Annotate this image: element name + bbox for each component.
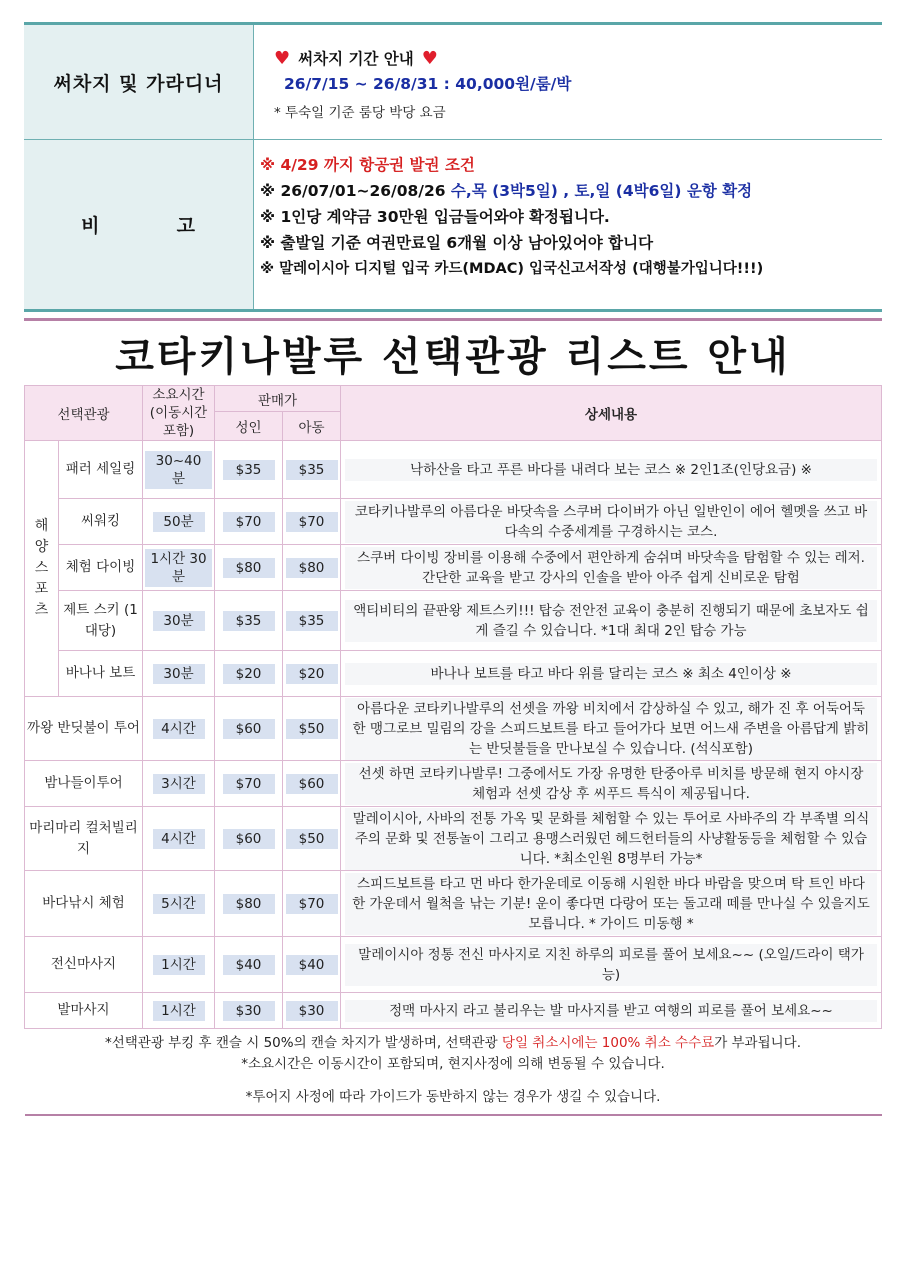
tour-adult-price xyxy=(215,937,283,993)
page-title: 코타키나발루 선택관광 리스트 안내 xyxy=(115,333,791,380)
tour-adult-price xyxy=(215,591,283,651)
duration-value: 30분 xyxy=(153,611,205,631)
tour-name: 발마사지 xyxy=(25,993,143,1029)
tour-name: 전신마사지 xyxy=(25,937,143,993)
child-price-value: $70 xyxy=(286,512,338,532)
tour-detail xyxy=(341,441,882,499)
header-tour: 선택관광 xyxy=(25,386,143,441)
table-row xyxy=(25,499,882,545)
tour-adult-price xyxy=(215,761,283,807)
tour-duration xyxy=(143,697,215,761)
detail-text: 스피드보트를 타고 먼 바다 한가운데로 이동해 시원한 바다 바람을 맞으며 탁 트인 바다 한 가운데서 월척을 낚는 기분! 운이 좋다면 다랑어 또는 돌고래 떼를 만나실 수 있을지도 모릅니다. * 가이드 미동행 * xyxy=(345,873,877,935)
child-price-value: $70 xyxy=(286,894,338,914)
table-row xyxy=(25,807,882,871)
detail-text: 낙하산을 타고 푸른 바다를 내려다 보는 코스 ※ 2인1조(인당요금) ※ xyxy=(345,459,877,481)
surcharge-title xyxy=(260,47,870,69)
child-price-value: $35 xyxy=(286,611,338,631)
header-detail: 상세내용 xyxy=(341,386,882,441)
tour-child-price xyxy=(283,761,341,807)
surcharge-content xyxy=(254,25,882,139)
tour-name: 밤나들이투어 xyxy=(25,761,143,807)
header-adult: 성인 xyxy=(215,412,283,441)
duration-value: 4시간 xyxy=(153,829,205,849)
child-price-value: $50 xyxy=(286,719,338,739)
category-label: 해양스포츠 xyxy=(34,518,49,618)
child-price-value: $60 xyxy=(286,774,338,794)
adult-price-value: $70 xyxy=(223,774,275,794)
tour-detail xyxy=(341,545,882,591)
remarks-label: 비 고 xyxy=(24,140,254,309)
remark-text: 1인당 계약금 30만원 입금들어와야 확정됩니다. xyxy=(280,208,610,226)
tour-name: 까왕 반딧불이 투어 xyxy=(25,697,143,761)
detail-text: 말레이시아 정통 전신 마사지로 지친 하루의 피로를 풀어 보세요~~ (오일/드라이 택가능) xyxy=(345,944,877,986)
tour-name: 바나나 보트 xyxy=(59,651,143,697)
tour-name: 마리마리 컬처빌리지 xyxy=(25,807,143,871)
tour-child-price xyxy=(283,807,341,871)
tour-child-price xyxy=(283,937,341,993)
surcharge-note: * 투숙일 기준 룸당 박당 요금 xyxy=(274,105,446,121)
remarks-content xyxy=(254,140,882,309)
tour-child-price xyxy=(283,697,341,761)
child-price-value: $20 xyxy=(286,664,338,684)
table-row xyxy=(25,651,882,697)
title-bar xyxy=(24,318,882,386)
tour-table xyxy=(24,385,882,1116)
adult-price-value: $40 xyxy=(223,955,275,975)
duration-value: 3시간 xyxy=(153,774,205,794)
info-table xyxy=(24,22,882,312)
tour-detail xyxy=(341,761,882,807)
table-row xyxy=(25,871,882,937)
duration-value: 1시간 xyxy=(153,1001,205,1021)
adult-price-value: $60 xyxy=(223,719,275,739)
tour-name: 패러 세일링 xyxy=(59,441,143,499)
duration-value: 30~40분 xyxy=(145,451,212,489)
tour-detail xyxy=(341,499,882,545)
tour-child-price xyxy=(283,993,341,1029)
tour-adult-price xyxy=(215,441,283,499)
tour-duration xyxy=(143,545,215,591)
tour-adult-price xyxy=(215,697,283,761)
tour-adult-price xyxy=(215,871,283,937)
tour-detail xyxy=(341,807,882,871)
remarks-row xyxy=(24,139,882,309)
remark-mark: ※ xyxy=(260,182,281,200)
duration-value: 4시간 xyxy=(153,719,205,739)
tour-detail xyxy=(341,993,882,1029)
footnotes-cell xyxy=(25,1029,882,1116)
child-price-value: $30 xyxy=(286,1001,338,1021)
surcharge-title-text: 써차지 기간 안내 xyxy=(298,50,414,68)
footnote-text: 가 부과됩니다. xyxy=(714,1035,802,1051)
footnote-text: *선택관광 부킹 후 캔슬 시 50%의 캔슬 차지가 발생하며, 선택관광 xyxy=(104,1035,502,1051)
heart-icon: ♥ xyxy=(274,47,291,69)
detail-text: 정맥 마사지 라고 불리우는 발 마사지를 받고 여행의 피로를 풀어 보세요~~ xyxy=(345,1000,877,1022)
duration-value: 5시간 xyxy=(153,894,205,914)
header-duration: 소요시간 (이동시간포함) xyxy=(143,386,215,441)
tour-child-price xyxy=(283,499,341,545)
adult-price-value: $80 xyxy=(223,558,275,578)
duration-value: 1시간 xyxy=(153,955,205,975)
remark-line xyxy=(260,230,870,256)
remark-text: 4/29 까지 항공권 발권 조건 xyxy=(280,156,475,174)
detail-text: 아름다운 코타키나발루의 선셋을 까왕 비치에서 감상하실 수 있고, 해가 진 후 어둑어둑한 맹그로브 밀림의 강을 스피드보트를 타고 들어가다 보면 어느새 주변을 아름답게 밝히는 반딧불들을 만나보실 수 있습니다. (석식포함) xyxy=(345,698,877,760)
adult-price-value: $35 xyxy=(223,460,275,480)
surcharge-label: 써차지 및 가라디너 xyxy=(24,25,254,139)
child-price-value: $40 xyxy=(286,955,338,975)
tour-detail xyxy=(341,651,882,697)
remark-mark: ※ xyxy=(260,234,281,252)
tour-detail xyxy=(341,697,882,761)
duration-value: 30분 xyxy=(153,664,205,684)
remark-text: 말레이시아 디지털 입국 카드(MDAC) 입국신고서작성 (대행불가입니다!!!) xyxy=(279,261,764,277)
detail-text: 액티비티의 끝판왕 제트스키!!! 탑승 전안전 교육이 충분히 진행되기 때문에 초보자도 쉽게 즐길 수 있습니다. *1대 최대 2인 탑승 가능 xyxy=(345,600,877,642)
tour-duration xyxy=(143,937,215,993)
detail-text: 스쿠버 다이빙 장비를 이용해 수중에서 편안하게 숨쉬며 바닷속을 탐험할 수 있는 레저. 간단한 교육을 받고 강사의 인솔을 받아 아주 쉽게 신비로운 탐험 xyxy=(345,547,877,589)
adult-price-value: $80 xyxy=(223,894,275,914)
table-row xyxy=(25,937,882,993)
tour-duration xyxy=(143,993,215,1029)
tour-name: 제트 스키 (1대당) xyxy=(59,591,143,651)
tour-duration xyxy=(143,807,215,871)
adult-price-value: $70 xyxy=(223,512,275,532)
child-price-value: $35 xyxy=(286,460,338,480)
adult-price-value: $30 xyxy=(223,1001,275,1021)
table-row xyxy=(25,761,882,807)
tour-name: 바다낚시 체험 xyxy=(25,871,143,937)
footnotes xyxy=(25,1029,882,1116)
adult-price-value: $60 xyxy=(223,829,275,849)
tour-child-price xyxy=(283,871,341,937)
remark-line xyxy=(260,204,870,230)
duration-value: 50분 xyxy=(153,512,205,532)
adult-price-value: $20 xyxy=(223,664,275,684)
remark-mark: ※ xyxy=(260,156,281,174)
duration-value: 1시간 30분 xyxy=(145,549,212,587)
table-row xyxy=(25,697,882,761)
surcharge-price: 26/7/15 ~ 26/8/31 : 40,000원/룸/박 xyxy=(284,75,572,93)
tour-name: 씨워킹 xyxy=(59,499,143,545)
adult-price-value: $35 xyxy=(223,611,275,631)
table-row xyxy=(25,993,882,1029)
detail-text: 선셋 하면 코타키나발루! 그중에서도 가장 유명한 탄중아루 비치를 방문해 현지 야시장 체험과 선셋 감상 후 씨푸드 특식이 제공됩니다. xyxy=(345,763,877,805)
tour-duration xyxy=(143,761,215,807)
tour-child-price xyxy=(283,545,341,591)
detail-text: 말레이시아, 사바의 전통 가옥 및 문화를 체험할 수 있는 투어로 사바주의 각 부족별 의식주의 문화 및 전통놀이 그리고 용맹스러웠던 헤드헌터들의 사냥활동등을 체험할 수 있습니다. *최소인원 8명부터 가능* xyxy=(345,808,877,870)
table-row xyxy=(25,545,882,591)
category-water-sports xyxy=(25,441,59,697)
tour-child-price xyxy=(283,651,341,697)
tour-adult-price xyxy=(215,651,283,697)
remark-line xyxy=(260,152,870,178)
tour-duration xyxy=(143,499,215,545)
remark-line xyxy=(260,178,870,204)
tour-detail xyxy=(341,591,882,651)
remark-mark: ※ xyxy=(260,261,280,277)
child-price-value: $80 xyxy=(286,558,338,578)
header-price: 판매가 xyxy=(215,386,341,412)
remark-line xyxy=(260,256,870,282)
footnote-line: *투어지 사정에 따라 가이드가 동반하지 않는 경우가 생길 수 있습니다. xyxy=(245,1089,661,1105)
tour-duration xyxy=(143,591,215,651)
detail-text: 바나나 보트를 타고 바다 위를 달리는 코스 ※ 최소 4인이상 ※ xyxy=(345,663,877,685)
tour-detail xyxy=(341,871,882,937)
tour-name: 체험 다이빙 xyxy=(59,545,143,591)
surcharge-row xyxy=(24,25,882,139)
tour-adult-price xyxy=(215,993,283,1029)
tour-duration xyxy=(143,871,215,937)
footnote-line: *소요시간은 이동시간이 포함되며, 현지사정에 의해 변동될 수 있습니다. xyxy=(241,1056,665,1072)
footnote-highlight: 당일 취소시에는 100% 취소 수수료 xyxy=(501,1035,715,1051)
table-row xyxy=(25,441,882,499)
detail-text: 코타키나발루의 아름다운 바닷속을 스쿠버 다이버가 아닌 일반인이 에어 헬멧을 쓰고 바다속의 수중세계를 구경하시는 코스. xyxy=(345,501,877,543)
tour-adult-price xyxy=(215,807,283,871)
tour-detail xyxy=(341,937,882,993)
tour-child-price xyxy=(283,591,341,651)
child-price-value: $50 xyxy=(286,829,338,849)
tour-adult-price xyxy=(215,545,283,591)
footnote-line xyxy=(27,1033,880,1054)
header-child: 아동 xyxy=(283,412,341,441)
tour-duration xyxy=(143,651,215,697)
remark-mark: ※ xyxy=(260,208,281,226)
tour-duration xyxy=(143,441,215,499)
remark-text: 출발일 기준 여권만료일 6개월 이상 남아있어야 합니다 xyxy=(280,234,654,252)
heart-icon: ♥ xyxy=(421,47,438,69)
remark-text-highlight: 수,목 (3박5일) , 토,일 (4박6일) 운항 확정 xyxy=(450,182,753,200)
remark-text: 26/07/01~26/08/26 xyxy=(280,182,451,200)
table-row xyxy=(25,591,882,651)
tour-adult-price xyxy=(215,499,283,545)
tour-child-price xyxy=(283,441,341,499)
